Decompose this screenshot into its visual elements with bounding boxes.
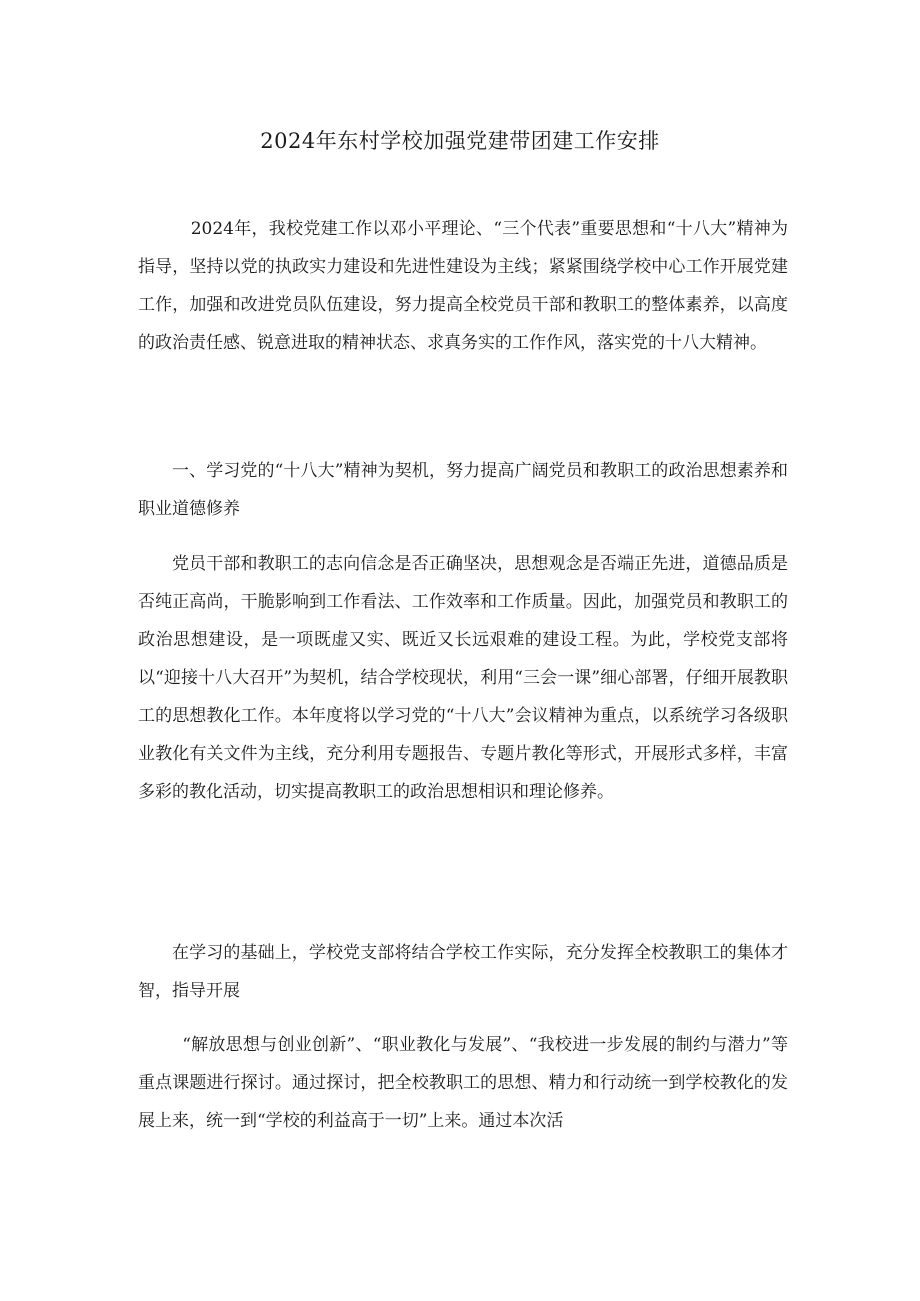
intro-paragraph: 2024年，我校党建工作以邓小平理论、“三个代表”重要思想和“十八大”精神为指导，坚持以党的执政实力建设和先进性建设为主线；紧紧围绕学校中心工作开展党建工作，加强和改进党员队伍建设，努力提高全校党员干部和教职工的整体素养，以高度的政治责任感、锐意进取的精神状态、求真务实的工作作风，落实党的十八大精神。 [138, 219, 788, 353]
section-heading-1: 一、学习党的“十八大”精神为契机，努力提高广阔党员和教职工的政治思想素养和职业道德修养 [138, 461, 788, 519]
body-paragraph: 在学习的基础上，学校党支部将结合学校工作实际，充分发挥全校教职工的集体才智，指导开展 [138, 943, 788, 1001]
body-paragraph: “解放思想与创业创新”、“职业教化与发展”、“我校进一步发展的制约与潜力”等重点课题进行探讨。通过探讨，把全校教职工的思想、精力和行动统一到学校教化的发展上来，统一到“学校的利益高于一切”上来。通过本次活 [138, 1035, 788, 1131]
body-paragraph: 党员干部和教职工的志向信念是否正确坚决，思想观念是否端正先进，道德品质是否纯正高尚，干脆影响到工作看法、工作效率和工作质量。因此，加强党员和教职工的政治思想建设，是一项既虚又实、既近又长远艰难的建设工程。为此，学校党支部将以“迎接十八大召开”为契机，结合学校现状，利用“三会一课”细心部署，仔细开展教职工的思想教化工作。本年度将以学习党的“十八大”会议精神为重点，以系统学习各级职业教化有关文件为主线，充分利用专题报告、专题片教化等形式，开展形式多样，丰富多彩的教化活动，切实提高教职工的政治思想相识和理论修养。 [138, 554, 788, 802]
document-title: 2024年东村学校加强党建带团建工作安排 [260, 129, 660, 153]
